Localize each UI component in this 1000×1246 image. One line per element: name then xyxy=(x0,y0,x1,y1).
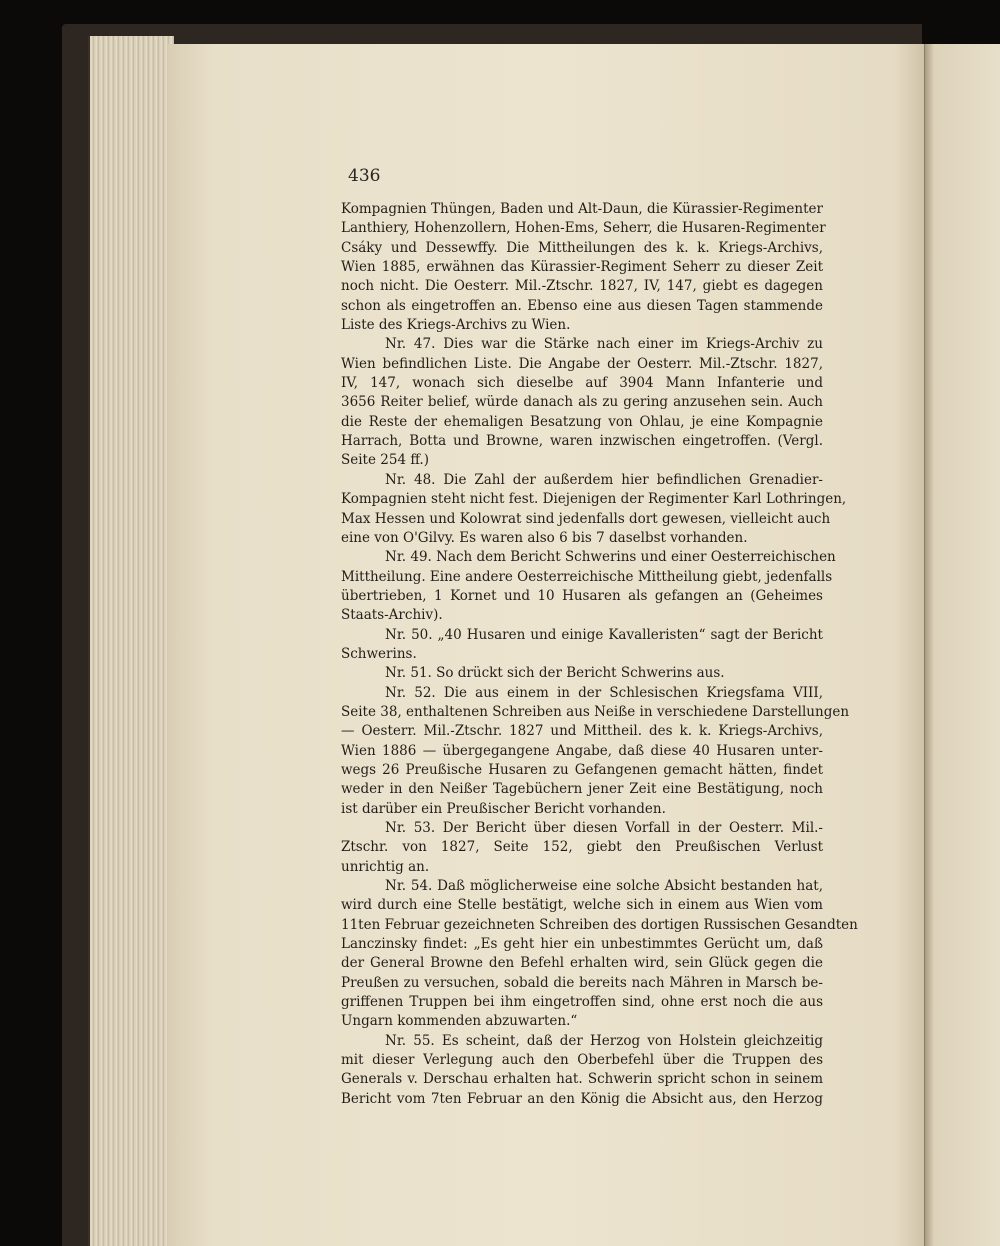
text-line: 11ten Februar gezeichneten Schreiben des dortigen Russischen Gesandten xyxy=(341,916,858,933)
text-line: Nr. 47. Dies war die Stärke nach einer im Kriegs-Archiv zu xyxy=(385,336,823,353)
text-line: Seite 38, enthaltenen Schreiben aus Neiße in verschiedene Darstellungen xyxy=(341,703,850,720)
text-line: ist darüber ein Preußischer Bericht vorhanden. xyxy=(341,800,666,817)
text-line: Bericht vom 7ten Februar an den König die Absicht aus, den Herzog xyxy=(341,1090,823,1107)
text-line: Nr. 54. Daß möglicherweise eine solche Absicht bestanden hat, xyxy=(385,878,823,895)
facing-page xyxy=(924,44,1000,1246)
text-line: Ztschr. von 1827, Seite 152, giebt den Preußischen Verlust xyxy=(341,839,823,856)
text-line: Wien 1885, erwähnen das Kürassier-Regiment Seherr zu dieser Zeit xyxy=(341,259,823,276)
text-line: mit dieser Verlegung auch den Oberbefehl über die Truppen des xyxy=(341,1052,823,1069)
text-line: Preußen zu versuchen, sobald die bereits nach Mähren in Marsch be- xyxy=(341,974,823,991)
text-line: Nr. 51. So drückt sich der Bericht Schwerins aus. xyxy=(385,665,725,682)
text-line: Liste des Kriegs-Archivs zu Wien. xyxy=(341,317,571,334)
text-line: Wien befindlichen Liste. Die Angabe der Oesterr. Mil.-Ztschr. 1827, xyxy=(341,355,823,372)
text-line: Mittheilung. Eine andere Oesterreichische Mittheilung giebt, jedenfalls xyxy=(341,568,833,585)
text-line: Csáky und Dessewffy. Die Mittheilungen des k. k. Kriegs-Archivs, xyxy=(341,239,823,256)
text-line: Nr. 50. „40 Husaren und einige Kavalleristen“ sagt der Bericht xyxy=(385,626,823,643)
text-line: Seite 254 ff.) xyxy=(341,452,429,469)
text-line: schon als eingetroffen an. Ebenso eine aus diesen Tagen stammende xyxy=(341,297,823,314)
text-line: 3656 Reiter belief, würde danach als zu gering anzusehen sein. Auch xyxy=(341,394,823,411)
text-line: Lanthiery, Hohenzollern, Hohen-Ems, Seherr, die Husaren-Regimenter xyxy=(341,220,826,237)
text-line: Nr. 55. Es scheint, daß der Herzog von Holstein gleichzeitig xyxy=(385,1032,823,1049)
text-line: weder in den Neißer Tagebüchern jener Zeit eine Bestätigung, noch xyxy=(341,781,823,798)
page-edges xyxy=(88,36,174,1246)
text-line: Max Hessen und Kolowrat sind jedenfalls dort gewesen, vielleicht auch xyxy=(341,510,831,527)
text-line: wegs 26 Preußische Husaren zu Gefangenen gemacht hätten, findet xyxy=(341,761,823,778)
text-line: Nr. 53. Der Bericht über diesen Vorfall in der Oesterr. Mil.- xyxy=(385,820,823,836)
page-number: 436 xyxy=(348,166,381,186)
text-line: der General Browne den Befehl erhalten wird, sein Glück gegen die xyxy=(341,955,823,972)
text-line: Nr. 49. Nach dem Bericht Schwerins und einer Oesterreichischen xyxy=(385,549,836,566)
text-line: Wien 1886 — übergegangene Angabe, daß diese 40 Husaren unter- xyxy=(341,742,823,759)
text-line: IV, 147, wonach sich dieselbe auf 3904 Mann Infanterie und xyxy=(341,375,823,392)
text-line: — Oesterr. Mil.-Ztschr. 1827 und Mittheil. des k. k. Kriegs-Archivs, xyxy=(341,723,823,740)
text-line: Schwerins. xyxy=(341,645,417,662)
text-line: eine von O'Gilvy. Es waren also 6 bis 7 daselbst vorhanden. xyxy=(341,529,748,546)
text-line: die Reste der ehemaligen Besatzung von Ohlau, je eine Kompagnie xyxy=(341,413,823,430)
text-line: Lanczinsky findet: „Es geht hier ein unbestimmtes Gerücht um, daß xyxy=(341,936,823,953)
text-line: noch nicht. Die Oesterr. Mil.-Ztschr. 1827, IV, 147, giebt es dagegen xyxy=(341,278,823,295)
text-line: übertrieben, 1 Kornet und 10 Husaren als gefangen an (Geheimes xyxy=(341,587,823,604)
text-line: Ungarn kommenden abzuwarten.“ xyxy=(341,1013,578,1030)
text-line: Harrach, Botta und Browne, waren inzwischen eingetroffen. (Vergl. xyxy=(341,433,823,450)
text-line: unrichtig an. xyxy=(341,858,430,875)
text-line: wird durch eine Stelle bestätigt, welche sich in einem aus Wien vom xyxy=(341,897,823,914)
text-line: griffenen Truppen bei ihm eingetroffen sind, ohne erst noch die aus xyxy=(341,994,823,1011)
text-line: Nr. 48. Die Zahl der außerdem hier befindlichen Grenadier- xyxy=(385,471,823,488)
text-line: Nr. 52. Die aus einem in der Schlesischen Kriegsfama VIII, xyxy=(385,684,823,701)
text-line: Kompagnien steht nicht fest. Diejenigen der Regimenter Karl Lothringen, xyxy=(341,491,847,508)
text-line: Staats-Archiv). xyxy=(341,607,443,624)
page-text xyxy=(341,200,858,1109)
text-line: Generals v. Derschau erhalten hat. Schwerin spricht schon in seinem xyxy=(341,1071,823,1088)
text-line: Kompagnien Thüngen, Baden und Alt-Daun, die Kürassier-Regimenter xyxy=(341,201,823,217)
